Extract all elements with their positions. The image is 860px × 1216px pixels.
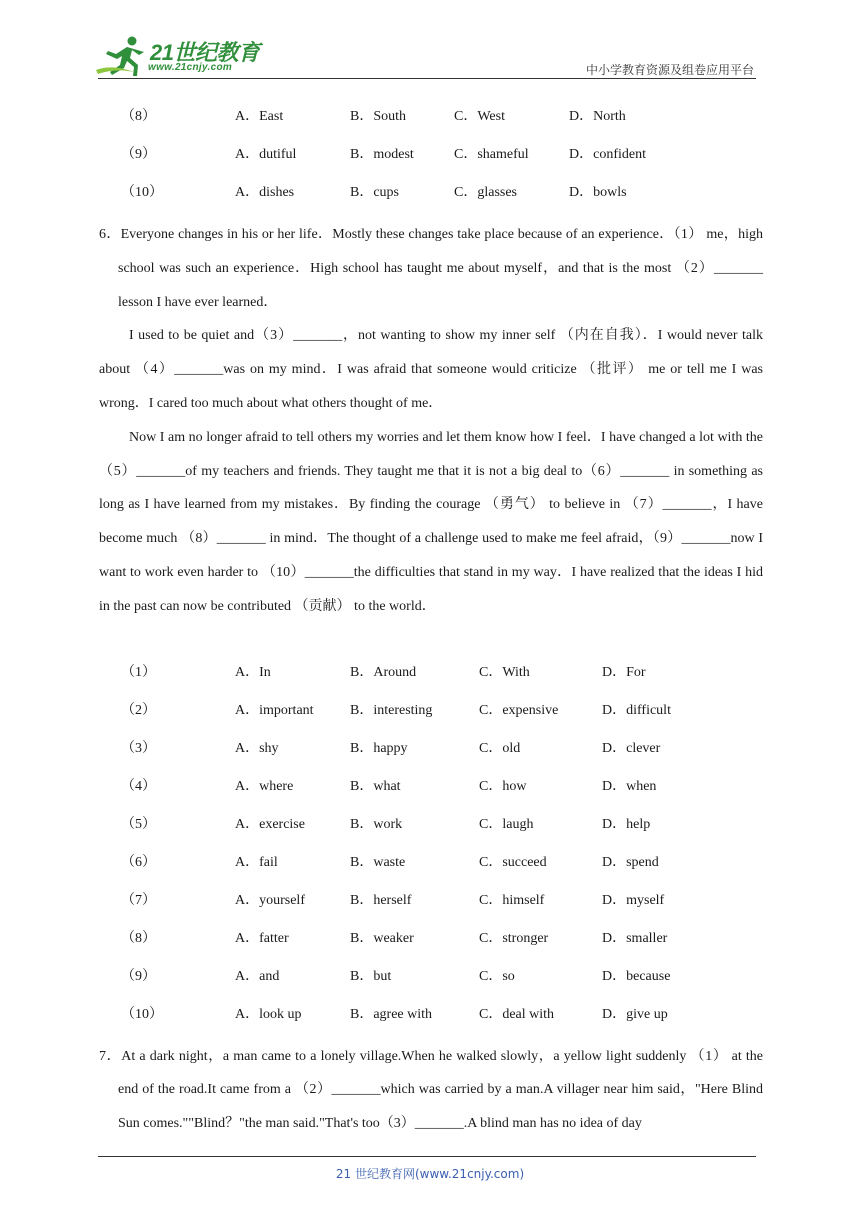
option-b: B．cups (350, 185, 399, 200)
option-c: C．deal with (479, 1006, 555, 1022)
option-a: A．In (235, 664, 271, 680)
logo (94, 34, 264, 78)
option-row (99, 1002, 763, 1040)
option-b: B．Around (350, 664, 417, 680)
option-a: A．yourself (235, 892, 305, 908)
option-b: B．weaker (350, 930, 414, 946)
option-number: （9） (121, 147, 156, 162)
option-row (99, 142, 763, 180)
option-a: A．fatter (235, 930, 289, 946)
option-d: D．confident (569, 147, 646, 162)
option-a: A．shy (235, 740, 279, 756)
option-c: C．old (479, 740, 521, 756)
q6-options (99, 660, 763, 1040)
option-a: A．fail (235, 854, 278, 870)
option-d: D．myself (602, 892, 665, 908)
logo-text: 21世纪教育 (150, 40, 260, 65)
option-row (99, 888, 763, 926)
option-d: D．difficult (602, 702, 671, 718)
option-c: C．With (479, 664, 530, 680)
option-row (99, 926, 763, 964)
option-number: （2） (121, 702, 156, 718)
option-row (99, 180, 763, 218)
option-a: A．and (235, 968, 280, 984)
q5-options (99, 104, 763, 218)
option-c: C．himself (479, 892, 545, 908)
option-d: D．when (602, 778, 657, 794)
option-row (99, 104, 763, 142)
option-b: B．but (350, 968, 392, 984)
option-row (99, 812, 763, 850)
option-b: B．happy (350, 740, 408, 756)
option-a: A．dishes (235, 185, 295, 200)
footer-divider (98, 1156, 756, 1157)
option-b: B．herself (350, 892, 412, 908)
option-number: （3） (121, 740, 156, 756)
option-b: B．South (350, 109, 407, 124)
option-number: （7） (121, 892, 156, 908)
option-b: B．what (350, 778, 401, 794)
option-b: B．waste (350, 854, 406, 870)
option-d: D．help (602, 816, 651, 832)
platform-tagline: 中小学教育资源及组卷应用平台 (585, 63, 754, 77)
option-row (99, 736, 763, 774)
option-c: C．West (454, 109, 505, 124)
option-a: A．where (235, 778, 294, 794)
option-b: B．work (350, 816, 403, 832)
option-c: C．shameful (454, 147, 529, 162)
option-a: A．look up (235, 1006, 302, 1022)
option-row (99, 850, 763, 888)
option-c: C．glasses (454, 185, 517, 200)
option-d: D．because (602, 968, 671, 984)
option-c: C．how (479, 778, 527, 794)
spacer (99, 624, 763, 660)
option-a: A．dutiful (235, 147, 297, 162)
option-b: B．modest (350, 147, 414, 162)
option-d: D．North (569, 109, 626, 124)
option-d: D．bowls (569, 185, 627, 200)
option-row (99, 964, 763, 1002)
option-row (99, 660, 763, 698)
option-a: A．important (235, 702, 314, 718)
q6-paragraph-2: I used to be quiet and（3）_______，not wanting to show my inner self （内在自我）．I would never talk about （4）_______was on my mind．I was afraid that someone would criticize （批评） me or tell me I was wrong．I cared too much about what others thought of me． (99, 328, 763, 411)
page-content (99, 104, 763, 1141)
option-number: （8） (121, 109, 156, 124)
option-d: D．give up (602, 1006, 668, 1022)
header-divider (98, 78, 756, 79)
runner-logo-icon (94, 34, 150, 78)
option-number: （5） (121, 816, 156, 832)
q6-paragraph-3: Now I am no longer afraid to tell others my worries and let them know how I feel．I have changed a lot with the（5）_______of my teachers and friends. They taught me that it is not a big deal to（6）_______ in something as long as I have learned from my mistakes．By finding the courage （勇气） to believe in （7）_______，I have become much （8）_______ in mind．The thought of a challenge used to make me feel afraid，（9）_______now I want to work even harder to （10）_______the difficulties that stand in my way．I have realized that the ideas I hid in the past can now be contributed （贡献） to the world． (99, 429, 763, 614)
option-number: （8） (121, 930, 156, 946)
option-row (99, 774, 763, 812)
option-number: （10） (121, 185, 163, 200)
option-number: （4） (121, 778, 156, 794)
option-c: C．expensive (479, 702, 559, 718)
option-number: （9） (121, 968, 156, 984)
page-header (0, 0, 860, 80)
option-number: （6） (121, 854, 156, 870)
option-d: D．For (602, 664, 646, 680)
option-c: C．succeed (479, 854, 547, 870)
option-c: C．laugh (479, 816, 534, 832)
q7-paragraph-1: 7．At a dark night，a man came to a lonely village.When he walked slowly，a yellow light suddenly （1） at the end of the road.It came from a （2）_______which was carried by a man.A villager near him said，"Here Blind Sun comes.""Blind？"the man said."That's too（3）_______.A blind man has no idea of day (99, 1048, 763, 1132)
option-d: D．spend (602, 854, 659, 870)
option-c: C．so (479, 968, 515, 984)
logo-url: www.21cnjy.com (148, 62, 233, 73)
option-number: （1） (121, 664, 156, 680)
option-c: C．stronger (479, 930, 549, 946)
option-d: D．smaller (602, 930, 668, 946)
option-d: D．clever (602, 740, 661, 756)
option-row (99, 698, 763, 736)
page-footer: 21 世纪教育网(www.21cnjy.com) (335, 1167, 525, 1181)
option-b: B．agree with (350, 1006, 433, 1022)
option-a: A．East (235, 109, 284, 124)
option-b: B．interesting (350, 702, 433, 718)
option-a: A．exercise (235, 816, 305, 832)
q6-paragraph-1: 6．Everyone changes in his or her life．Mostly these changes take place because of an experience．（1） me，high school was such an experience．High school has taught me about myself，and that is the most （2）_______ lesson I have ever learned． (99, 227, 763, 310)
option-number: （10） (121, 1006, 163, 1022)
